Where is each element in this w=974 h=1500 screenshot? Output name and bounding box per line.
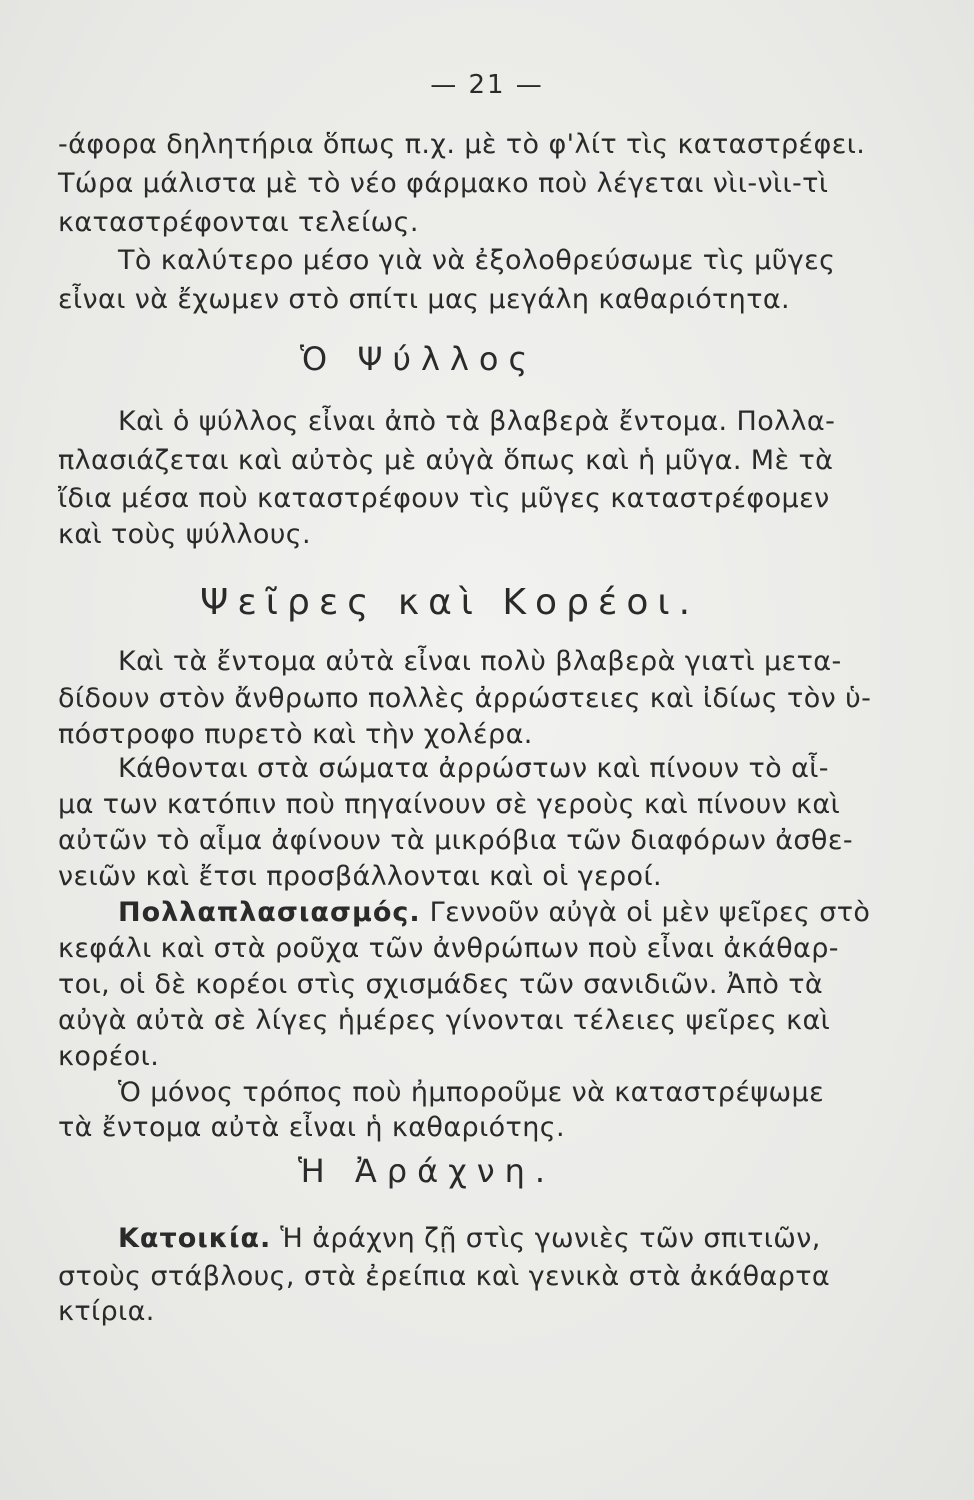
text-line: κορέοι.: [58, 1041, 160, 1072]
bold-run-in-heading: Πολλαπλασιασμός.: [118, 897, 421, 928]
text-line: πόστροφο πυρετὸ καὶ τὴν χολέρα.: [58, 719, 533, 750]
text-line: Κάθονται στὰ σώματα ἀρρώστων καὶ πίνουν τὸ αἷ-: [118, 753, 829, 784]
section-heading-pseires: Ψεῖρες καὶ Κορέοι.: [200, 582, 700, 623]
section-heading-psyllos: Ὁ Ψύλλος: [300, 340, 538, 378]
text-line: αὐτῶν τὸ αἷμα ἀφίνουν τὰ μικρόβια τῶν διαφόρων ἀσθε-: [58, 825, 853, 856]
text-line: -άφορα δηλητήρια ὅπως π.χ. μὲ τὸ φ'λίτ τὶς καταστρέφει.: [58, 129, 866, 160]
text-line: Τώρα μάλιστα μὲ τὸ νέο φάρμακο ποὺ λέγεται νὶι-νὶι-τὶ: [58, 168, 829, 199]
text-line: εἶναι νὰ ἔχωμεν στὸ σπίτι μας μεγάλη καθαριότητα.: [58, 284, 791, 315]
text-line: τὰ ἔντομα αὐτὰ εἶναι ἡ καθαριότης.: [58, 1112, 565, 1143]
text-line: αὐγὰ αὐτὰ σὲ λίγες ἡμέρες γίνονται τέλειες ψεῖρες καὶ: [58, 1005, 831, 1036]
text-line: ἴδια μέσα ποὺ καταστρέφουν τὶς μῦγες καταστρέφομεν: [58, 483, 830, 514]
text-line: δίδουν στὸν ἄνθρωπο πολλὲς ἀρρώστειες καὶ ἰδίως τὸν ὑ-: [58, 683, 872, 714]
text-line: καταστρέφονται τελείως.: [58, 207, 419, 238]
text-run: Γεννοῦν αὐγὰ οἱ μὲν ψεῖρες στὸ: [420, 897, 871, 928]
text-line: μα των κατόπιν ποὺ πηγαίνουν σὲ γεροὺς καὶ πίνουν καὶ: [58, 789, 841, 820]
text-line: Καὶ τὰ ἔντομα αὐτὰ εἶναι πολὺ βλαβερὰ γιατὶ μετα-: [118, 646, 842, 677]
text-line: τοι, οἱ δὲ κορέοι στὶς σχισμάδες τῶν σανιδιῶν. Ἀπὸ τὰ: [58, 969, 824, 1000]
text-line: πλασιάζεται καὶ αὐτὸς μὲ αὐγὰ ὅπως καὶ ἡ μῦγα. Μὲ τὰ: [58, 445, 834, 476]
text-line: Ὁ μόνος τρόπος ποὺ ἠμποροῦμε νὰ καταστρέψωμε: [118, 1077, 825, 1108]
text-line: καὶ τοὺς ψύλλους.: [58, 519, 312, 550]
text-run: Ἡ ἀράχνη ζῇ στὶς γωνιὲς τῶν σπιτιῶν,: [271, 1223, 821, 1254]
text-line: κτίρια.: [58, 1296, 155, 1327]
paragraph-start: [118, 896, 878, 930]
bold-run-in-heading: Κατοικία.: [118, 1223, 272, 1254]
section-heading-arachni: Ἡ Ἀράχνη.: [298, 1152, 556, 1190]
page-number: — 21 —: [430, 70, 544, 100]
text-line: Καὶ ὁ ψύλλος εἶναι ἀπὸ τὰ βλαβερὰ ἔντομα. Πολλα-: [118, 406, 836, 437]
text-line: Τὸ καλύτερο μέσο γιὰ νὰ ἐξολοθρεύσωμε τὶς μῦγες: [118, 245, 836, 276]
text-line: στοὺς στάβλους, στὰ ἐρείπια καὶ γενικὰ στὰ ἀκάθαρτα: [58, 1261, 831, 1292]
paragraph-start: [118, 1222, 878, 1256]
text-line: κεφάλι καὶ στὰ ροῦχα τῶν ἀνθρώπων ποὺ εἶναι ἀκάθαρ-: [58, 933, 839, 964]
text-line: νειῶν καὶ ἔτσι προσβάλλονται καὶ οἱ γεροί.: [58, 861, 662, 892]
